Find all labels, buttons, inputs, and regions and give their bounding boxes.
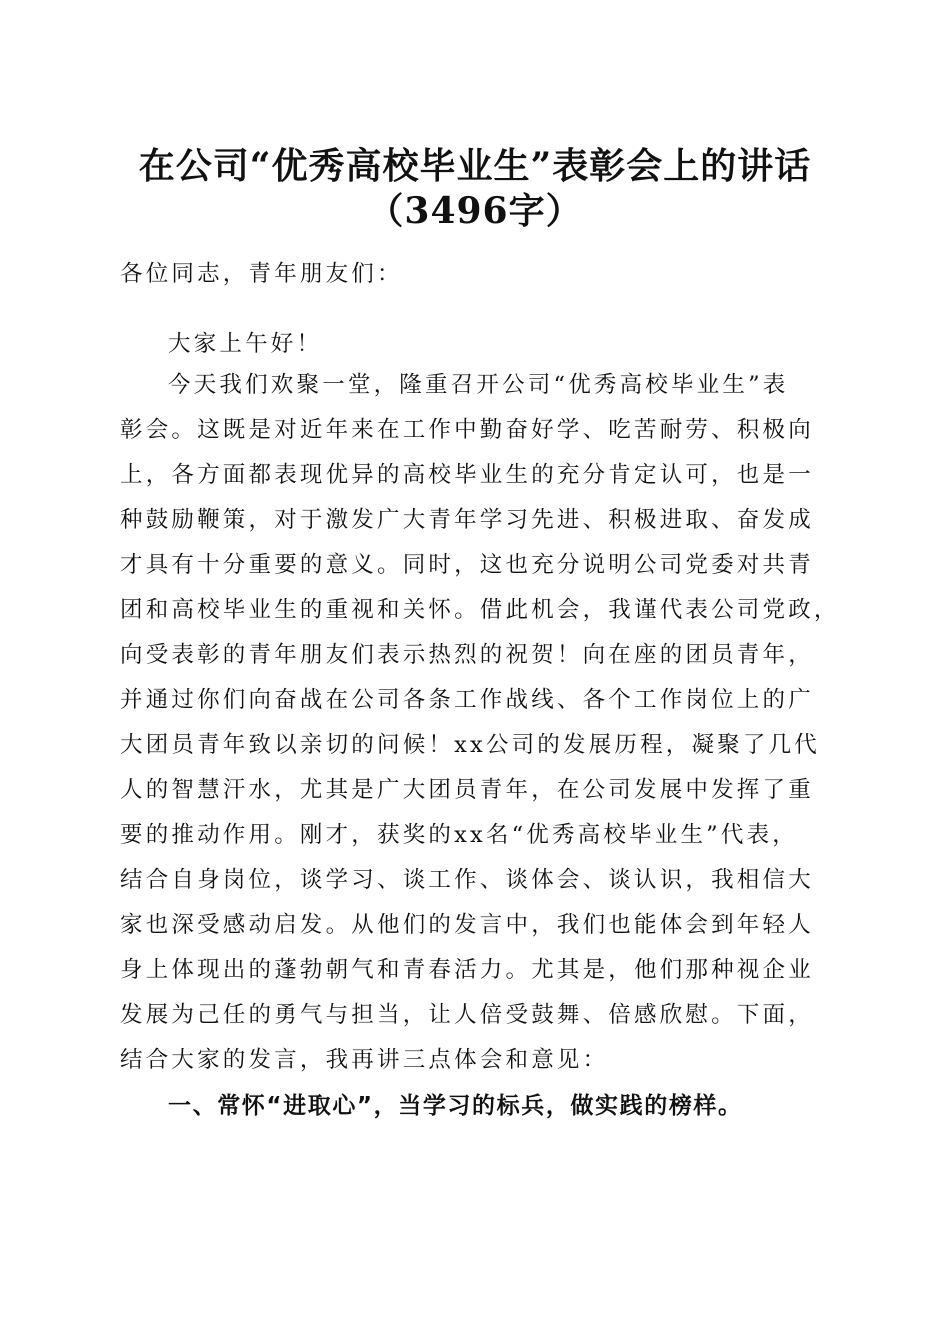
paragraph-line: 结合自身岗位，谈学习、谈工作、谈体会、谈认识，我相信大: [120, 867, 814, 893]
salutation: 各位同志，青年朋友们：: [120, 261, 403, 287]
paragraph-line: 要的推动作用。刚才，获奖的xx名“优秀高校毕业生”代表，: [120, 822, 798, 848]
paragraph-line: 身上体现出的蓬勃朝气和青春活力。尤其是，他们那种视企业: [120, 957, 814, 983]
word-count-subtitle: （3496字）: [367, 190, 583, 232]
paragraph-line: 彰会。这既是对近年来在工作中勤奋好学、吃苦耐劳、积极向: [120, 417, 814, 443]
paragraph-line: 种鼓励鞭策，对于激发广大青年学习先进、积极进取、奋发成: [120, 507, 814, 533]
paragraph-line: 结合大家的发言，我再讲三点体会和意见：: [120, 1047, 609, 1073]
paragraph-line: 发展为己任的勇气与担当，让人倍受鼓舞、倍感欣慰。下面，: [120, 1002, 814, 1028]
greeting: 大家上午好！: [168, 331, 323, 357]
page-title: 在公司“优秀高校毕业生”表彰会上的讲话: [138, 145, 812, 187]
paragraph-line: 并通过你们向奋战在公司各条工作战线、各个工作岗位上的广: [120, 687, 814, 713]
paragraph-line: 团和高校毕业生的重视和关怀。借此机会，我谨代表公司党政，: [120, 597, 840, 623]
section-heading: 一、常怀“进取心”，当学习的标兵，做实践的榜样。: [168, 1093, 743, 1119]
paragraph-line: 大团员青年致以亲切的问候！xx公司的发展历程，凝聚了几代: [120, 732, 820, 758]
body-paragraph: [120, 370, 840, 1090]
paragraph-line: 今天我们欢聚一堂，隆重召开公司“优秀高校毕业生”表: [168, 372, 789, 398]
paragraph-line: 上，各方面都表现优异的高校毕业生的充分肯定认可，也是一: [120, 462, 814, 488]
paragraph-line: 家也深受感动启发。从他们的发言中，我们也能体会到年轻人: [120, 912, 814, 938]
paragraph-line: 才具有十分重要的意义。同时，这也充分说明公司党委对共青: [120, 552, 814, 578]
paragraph-line: 向受表彰的青年朋友们表示热烈的祝贺！向在座的团员青年，: [120, 642, 814, 668]
paragraph-line: 人的智慧汗水，尤其是广大团员青年，在公司发展中发挥了重: [120, 777, 814, 803]
